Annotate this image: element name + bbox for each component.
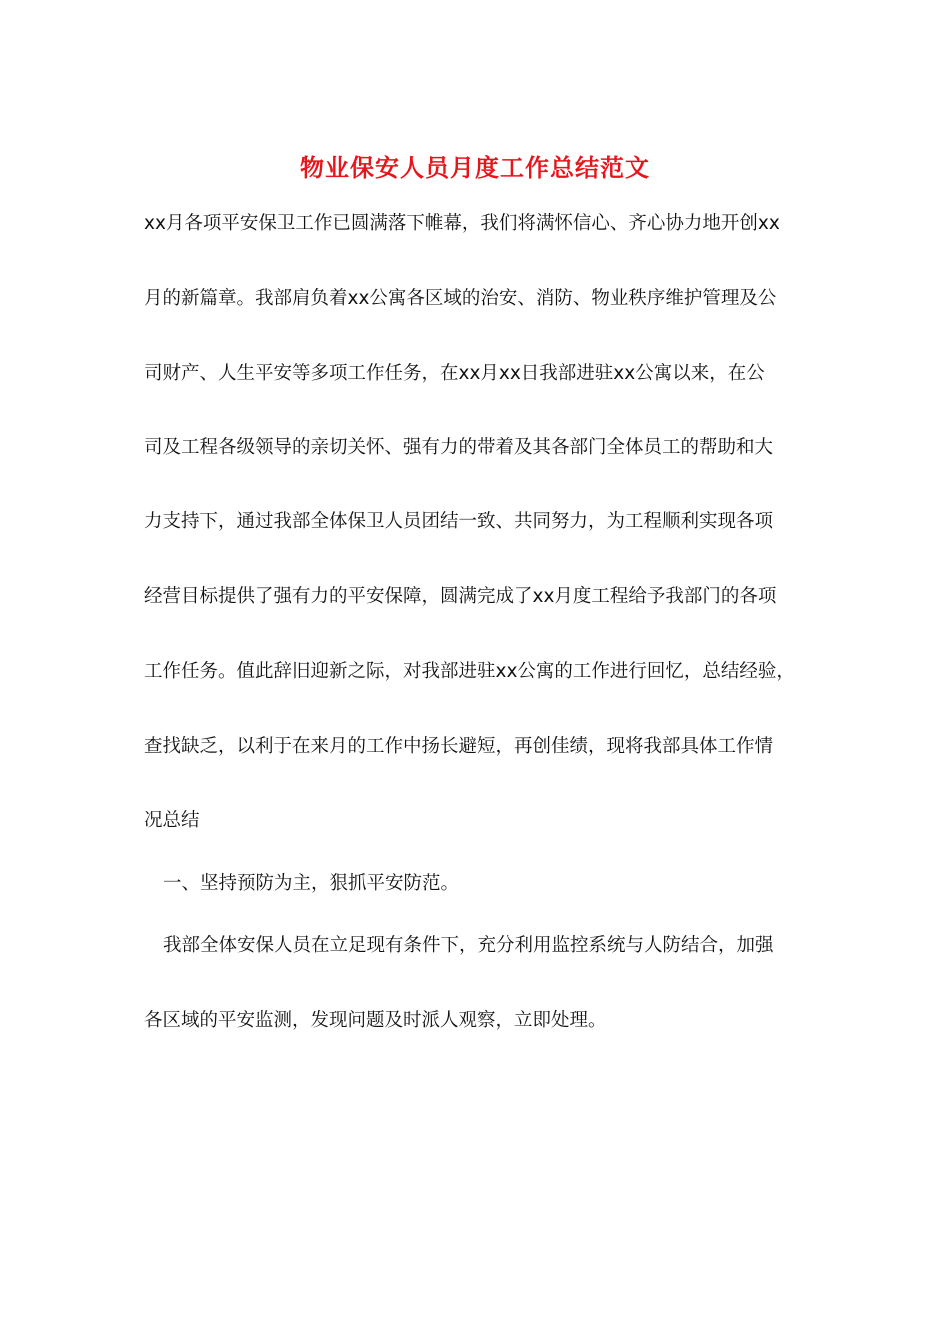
paragraph-line: 司及工程各级领导的亲切关怀、强有力的带着及其各部门全体员工的帮助和大 <box>144 437 774 458</box>
paragraph-line: xx月各项平安保卫工作已圆满落下帷幕，我们将满怀信心、齐心协力地开创xx <box>144 213 780 234</box>
paragraph-line: 司财产、人生平安等多项工作任务，在xx月xx日我部进驻xx公寓以来，在公 <box>144 363 765 384</box>
paragraph-line: 工作任务。值此辞旧迎新之际，对我部进驻xx公寓的工作进行回忆，总结经验， <box>144 661 795 682</box>
paragraph-line: 月的新篇章。我部肩负着xx公寓各区域的治安、消防、物业秩序维护管理及公 <box>144 288 777 309</box>
section-heading: 一、坚持预防为主，狠抓平安防范。 <box>163 873 460 894</box>
paragraph-line: 查找缺乏，以利于在来月的工作中扬长避短，再创佳绩，现将我部具体工作情 <box>144 736 774 757</box>
paragraph-line: 各区域的平安监测，发现问题及时派人观察，立即处理。 <box>144 1010 607 1031</box>
paragraph-line: 经营目标提供了强有力的平安保障，圆满完成了xx月度工程给予我部门的各项 <box>144 586 777 607</box>
paragraph-line: 况总结 <box>144 810 200 831</box>
document-title: 物业保安人员月度工作总结范文 <box>300 153 650 182</box>
paragraph-line: 我部全体安保人员在立足现有条件下，充分利用监控系统与人防结合，加强 <box>163 935 774 956</box>
paragraph-line: 力支持下，通过我部全体保卫人员团结一致、共同努力，为工程顺利实现各项 <box>144 511 774 532</box>
